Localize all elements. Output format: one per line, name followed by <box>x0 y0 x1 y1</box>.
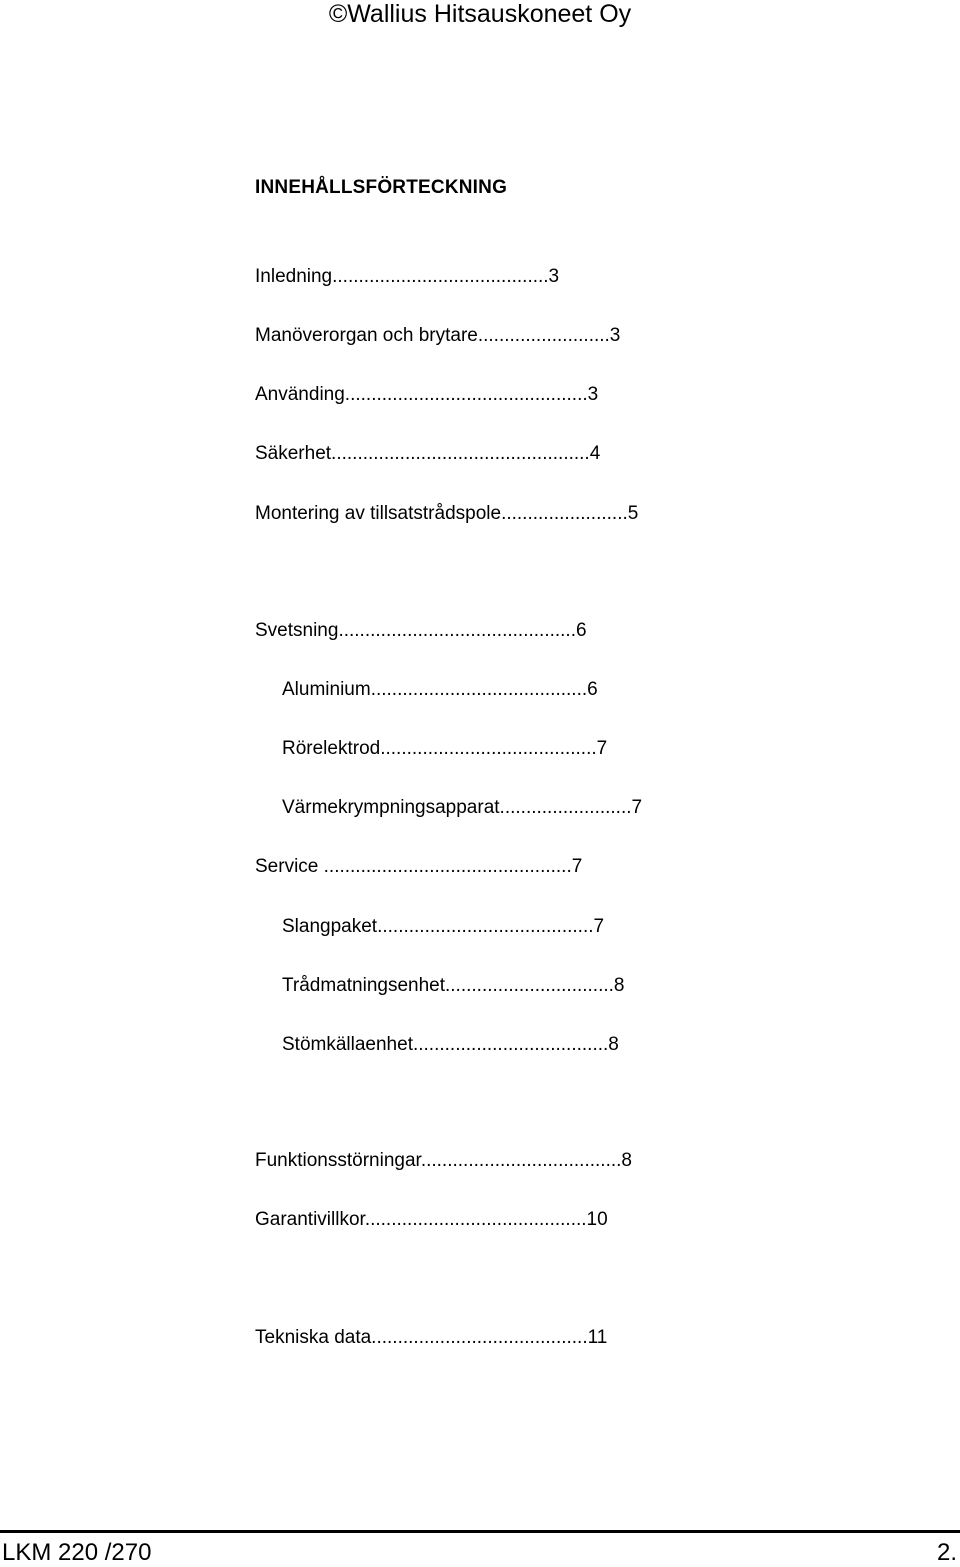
toc-entry-rorelektrod: Rörelektrod.........................................7 <box>282 738 608 759</box>
toc-entry-funktionsstorningar: Funktionsstörningar......................................8 <box>255 1150 632 1171</box>
footer-page-number: 2. <box>936 1539 957 1566</box>
toc-entry-sakerhet: Säkerhet.................................................4 <box>255 443 601 464</box>
footer-divider <box>0 1530 960 1533</box>
toc-entry-inledning: Inledning.........................................3 <box>255 266 560 287</box>
toc-entry-aluminium: Aluminium.........................................6 <box>282 679 598 700</box>
toc-entry-stomkallaenhet: Stömkällaenhet.....................................8 <box>282 1034 619 1055</box>
toc-entry-tradmatningsenhet: Trådmatningsenhet................................8 <box>282 975 625 996</box>
toc-entry-manoverorgan: Manöverorgan och brytare.........................3 <box>255 325 621 346</box>
page-title: INNEHÅLLSFÖRTECKNING <box>255 177 508 198</box>
footer-model: LKM 220 /270 <box>2 1539 152 1566</box>
toc-entry-svetsning: Svetsning.............................................6 <box>255 620 587 641</box>
copyright-header: ©Wallius Hitsauskoneet Oy <box>328 0 632 28</box>
toc-entry-service: Service ...............................................7 <box>255 856 583 877</box>
toc-entry-varmekrympningsapparat: Värmekrympningsapparat.........................7 <box>282 797 643 818</box>
toc-entry-garantivillkor: Garantivillkor..........................................10 <box>255 1209 608 1230</box>
toc-entry-slangpaket: Slangpaket.........................................7 <box>282 916 605 937</box>
toc-entry-tekniska-data: Tekniska data.........................................11 <box>255 1327 608 1348</box>
toc-entry-montering: Montering av tillsatstrådspole........................5 <box>255 503 639 524</box>
toc-entry-anvanding: Använding..............................................3 <box>255 384 599 405</box>
